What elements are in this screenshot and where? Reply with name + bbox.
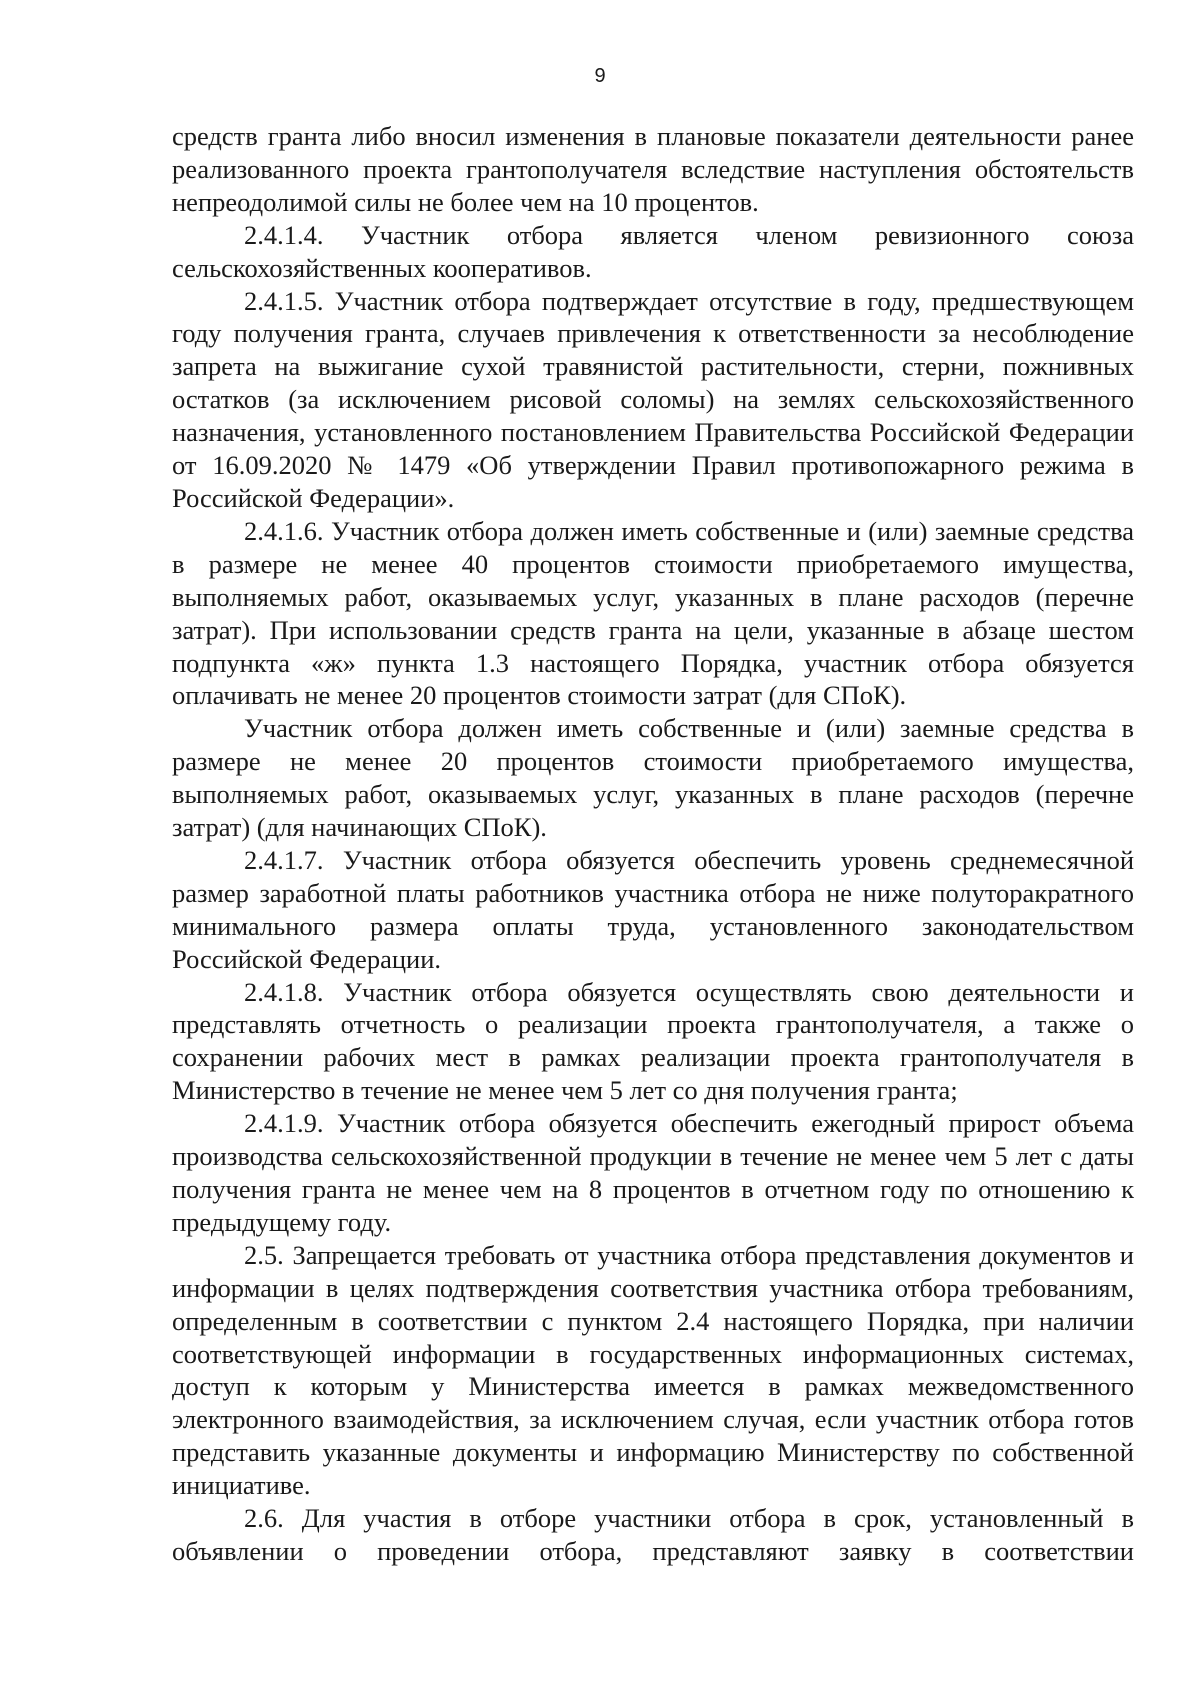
paragraph-2-4-1-6-second: Участник отбора должен иметь собственные и (или) заемные средства в размере не менее 20 процентов стоимости приобретаемого имущества, выполняемых работ, оказываемых услуг, указанных в плане расходов (перечне затрат) (для начинающих СПоК). [172,713,1134,843]
paragraph-2-4-1-6: 2.4.1.6. Участник отбора должен иметь собственные и (или) заемные средства в размере не менее 40 процентов стоимости приобретаемого имущества, выполняемых работ, оказываемых услуг, указанных в плане расходов (перечне затрат). При использовании средств гранта на цели, указанные в абзаце шестом подпункта «ж» пункта 1.3 настоящего Порядка, участник отбора обязуется оплачивать не менее 20 процентов стоимости затрат (для СПоК). [172,515,1134,711]
paragraph-continuation: средств гранта либо вносил изменения в плановые показатели деятельности ранее реализованного проекта грантополучателя вследствие наступления обстоятельств непреодолимой силы не более чем на 10 процентов. [172,121,1134,217]
paragraph-2-4-1-7: 2.4.1.7. Участник отбора обязуется обеспечить уровень среднемесячной размер заработной платы работников участника отбора не ниже полуторакратного минимального размера оплаты труда, установленного законодательством Российской Федерации. [172,844,1134,974]
paragraph-2-4-1-9: 2.4.1.9. Участник отбора обязуется обеспечить ежегодный прирост объема производства сельскохозяйственной продукции в течение не менее чем 5 лет с даты получения гранта не менее чем на 8 процентов в отчетном году по отношению к предыдущему году. [172,1108,1134,1237]
paragraph-2-4-1-8: 2.4.1.8. Участник отбора обязуется осуществлять свою деятельности и представлять отчетность о реализации проекта грантополучателя, а также о сохранении рабочих мест в рамках реализации проекта грантополучателя в Министерство в течение не менее чем 5 лет со дня получения гранта; [172,976,1134,1106]
paragraph-2-6: 2.6. Для участия в отборе участники отбора в срок, установленный в объявлении о проведении отбора, представляют заявку в соответствии [172,1503,1134,1566]
paragraph-2-5: 2.5. Запрещается требовать от участника отбора представления документов и информации в целях подтверждения соответствия участника отбора требованиям, определенным в соответствии с пунктом 2.4 настоящего Порядка, при наличии соответствующей информации в государственных информационных системах, доступ к которым у Министерства имеется в рамках межведомственного электронного взаимодействия, за исключением случая, если участник отбора готов представить указанные документы и информацию Министерству по собственной инициативе. [172,1239,1134,1501]
document-body [172,120,1134,1568]
paragraph-2-4-1-4: 2.4.1.4. Участник отбора является членом ревизионного союза сельскохозяйственных кооперативов. [172,219,1134,283]
page-number: 9 [594,65,606,87]
paragraph-2-4-1-5: 2.4.1.5. Участник отбора подтверждает отсутствие в году, предшествующем году получения гранта, случаев привлечения к ответственности за несоблюдение запрета на выжигание сухой травянистой растительности, стерни, пожнивных остатков (за исключением рисовой соломы) на землях сельскохозяйственного назначения, установленного постановлением Правительства Российской Федерации от 16.09.2020 № 1479 «Об утверждении Правил противопожарного режима в Российской Федерации». [172,285,1134,513]
